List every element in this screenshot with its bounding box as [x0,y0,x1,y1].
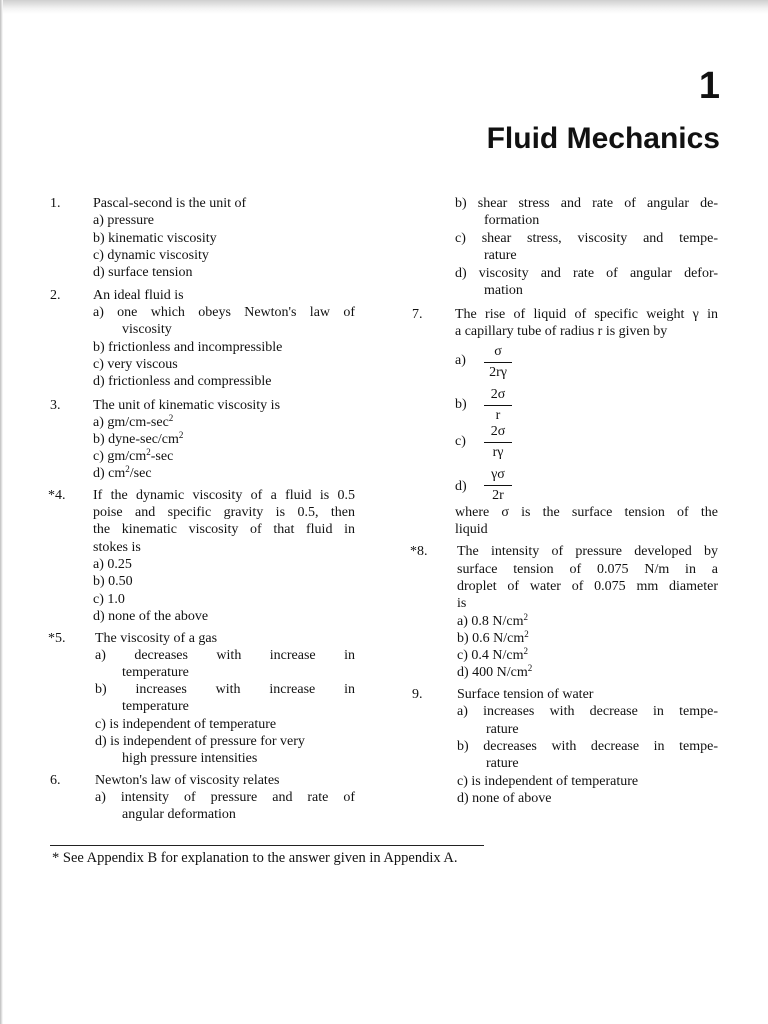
question-8-line-1: The intensity of pressure developed by [457,544,718,559]
question-8-number: *8. [410,544,428,559]
fraction-numerator: 2σ [490,424,506,439]
q1-option-a: a) pressure [93,213,155,228]
question-9-number: 9. [412,687,423,702]
q7-option-b-fraction [483,387,513,424]
q4-option-a: a) 0.25 [93,557,132,572]
q2-option-c: c) very viscous [93,357,178,372]
q7-option-a-label: a) [455,353,466,368]
q5-option-d: d) is independent of pressure for very [95,734,305,749]
fraction-denominator: rγ [492,445,504,460]
q1-option-b: b) kinematic viscosity [93,231,217,246]
q7-option-a-fraction [483,344,513,381]
q2-option-b: b) frictionless and incompressible [93,340,283,355]
q5-option-c: c) is independent of temperature [95,717,277,732]
q9-option-a-cont: rature [486,722,519,737]
q9-option-d: d) none of above [457,791,552,806]
q6-option-a-cont: angular deformation [122,807,236,822]
q6-option-b-cont: formation [484,213,540,228]
question-2-text: An ideal fluid is [93,288,184,303]
question-3-text: The unit of kinematic viscosity is [93,398,281,413]
chapter-title: Fluid Mechanics [486,122,720,155]
q5-option-a: a) decreases with increase in [95,648,355,663]
question-3-number: 3. [50,398,61,413]
q4-option-c: c) 1.0 [93,592,125,607]
fraction-numerator: σ [494,344,502,359]
q8-option-d: d) 400 $N/cm^2$ [457,663,533,680]
question-8-line-2: surface tension of 0.075 N/m in a [457,562,718,577]
question-8-line-4: is [457,596,467,611]
fraction-denominator: 2rγ [489,365,507,380]
q5-option-a-cont: temperature [122,665,189,680]
footnote: * See Appendix B for explanation to the answer given in Appendix A. [52,850,458,866]
q7-option-b-label: b) [455,397,467,412]
q6-option-a: a) intensity of pressure and rate of [95,790,355,805]
q9-option-b: b) decreases with decrease in tempe- [457,739,718,754]
question-4-line-4: stokes is [93,540,141,555]
q2-option-d: d) frictionless and compressible [93,374,272,389]
page-left-edge [0,0,3,1024]
question-7-line-1: The rise of liquid of specific weight γ in [455,307,718,322]
question-1-number: 1. [50,196,61,211]
q8-option-b: b) 0.6 $N/cm^2$ [457,629,529,646]
fraction-bar [484,485,512,486]
q1-option-d: d) surface tension [93,265,193,280]
question-1-text: Pascal-second is the unit of [93,196,247,211]
fraction-bar [484,405,512,406]
question-6-number: 6. [50,773,61,788]
page-top-shadow [0,0,768,14]
q7-note-line-1: where σ is the surface tension of the [455,505,718,520]
q6-option-b: b) shear stress and rate of angular de- [455,196,718,211]
question-2-number: 2. [50,288,61,303]
q3-option-d: d) $cm^2/\sec$ [93,464,152,481]
q4-option-d: d) none of the above [93,609,209,624]
q5-option-b: b) increases with increase in [95,682,355,697]
q6-option-d: d) viscosity and rate of angular defor- [455,266,718,281]
q9-option-b-cont: rature [486,756,519,771]
q3-option-a: a) $gm/cm-\sec^2$ [93,413,174,430]
fraction-denominator: 2r [492,488,504,503]
q1-option-c: c) dynamic viscosity [93,248,209,263]
fraction-bar [484,362,512,363]
question-8-line-3: droplet of water of 0.075 mm diameter [457,579,718,594]
fraction-bar [484,442,512,443]
question-5-text: The viscosity of a gas [95,631,218,646]
question-5-number: *5. [48,631,66,646]
q7-option-d-fraction [483,467,513,504]
q3-option-c: c) $gm/cm^2-\sec$ [93,447,174,464]
q5-option-d-cont: high pressure intensities [122,751,258,766]
chapter-number: 1 [698,65,720,107]
q2-option-a: a) one which obeys Newton's law of [93,305,355,320]
question-7-number: 7. [412,307,423,322]
q7-note-line-2: liquid [455,522,488,537]
q4-option-b: b) 0.50 [93,574,133,589]
q7-option-c-fraction [483,424,513,461]
question-4-line-2: poise and specific gravity is 0.5, then [93,505,355,520]
q9-option-c: c) is independent of temperature [457,774,639,789]
footnote-rule [50,845,484,846]
question-6-text: Newton's law of viscosity relates [95,773,280,788]
fraction-denominator: r [495,408,501,423]
q9-option-a: a) increases with decrease in tempe- [457,704,718,719]
q7-option-d-label: d) [455,479,467,494]
q5-option-b-cont: temperature [122,699,189,714]
q6-option-d-cont: mation [484,283,523,298]
fraction-numerator: 2σ [490,387,506,402]
q8-option-a: a) 0.8 $N/cm^2$ [457,612,528,629]
question-4-line-3: the kinematic viscosity of that fluid in [93,522,355,537]
question-9-text: Surface tension of water [457,687,594,702]
fraction-numerator: γσ [491,467,505,482]
question-4-line-1: If the dynamic viscosity of a fluid is 0.5 [93,488,355,503]
q7-option-c-label: c) [455,434,466,449]
q8-option-c: c) 0.4 $N/cm^2$ [457,646,528,663]
q6-option-c-cont: rature [484,248,517,263]
q2-option-a-cont: viscosity [122,322,172,337]
question-7-line-2: a capillary tube of radius r is given by [455,324,668,339]
question-4-number: *4. [48,488,66,503]
q6-option-c: c) shear stress, viscosity and tempe- [455,231,718,246]
q3-option-b: b) dyne-$\sec/cm^2$ [93,430,184,447]
